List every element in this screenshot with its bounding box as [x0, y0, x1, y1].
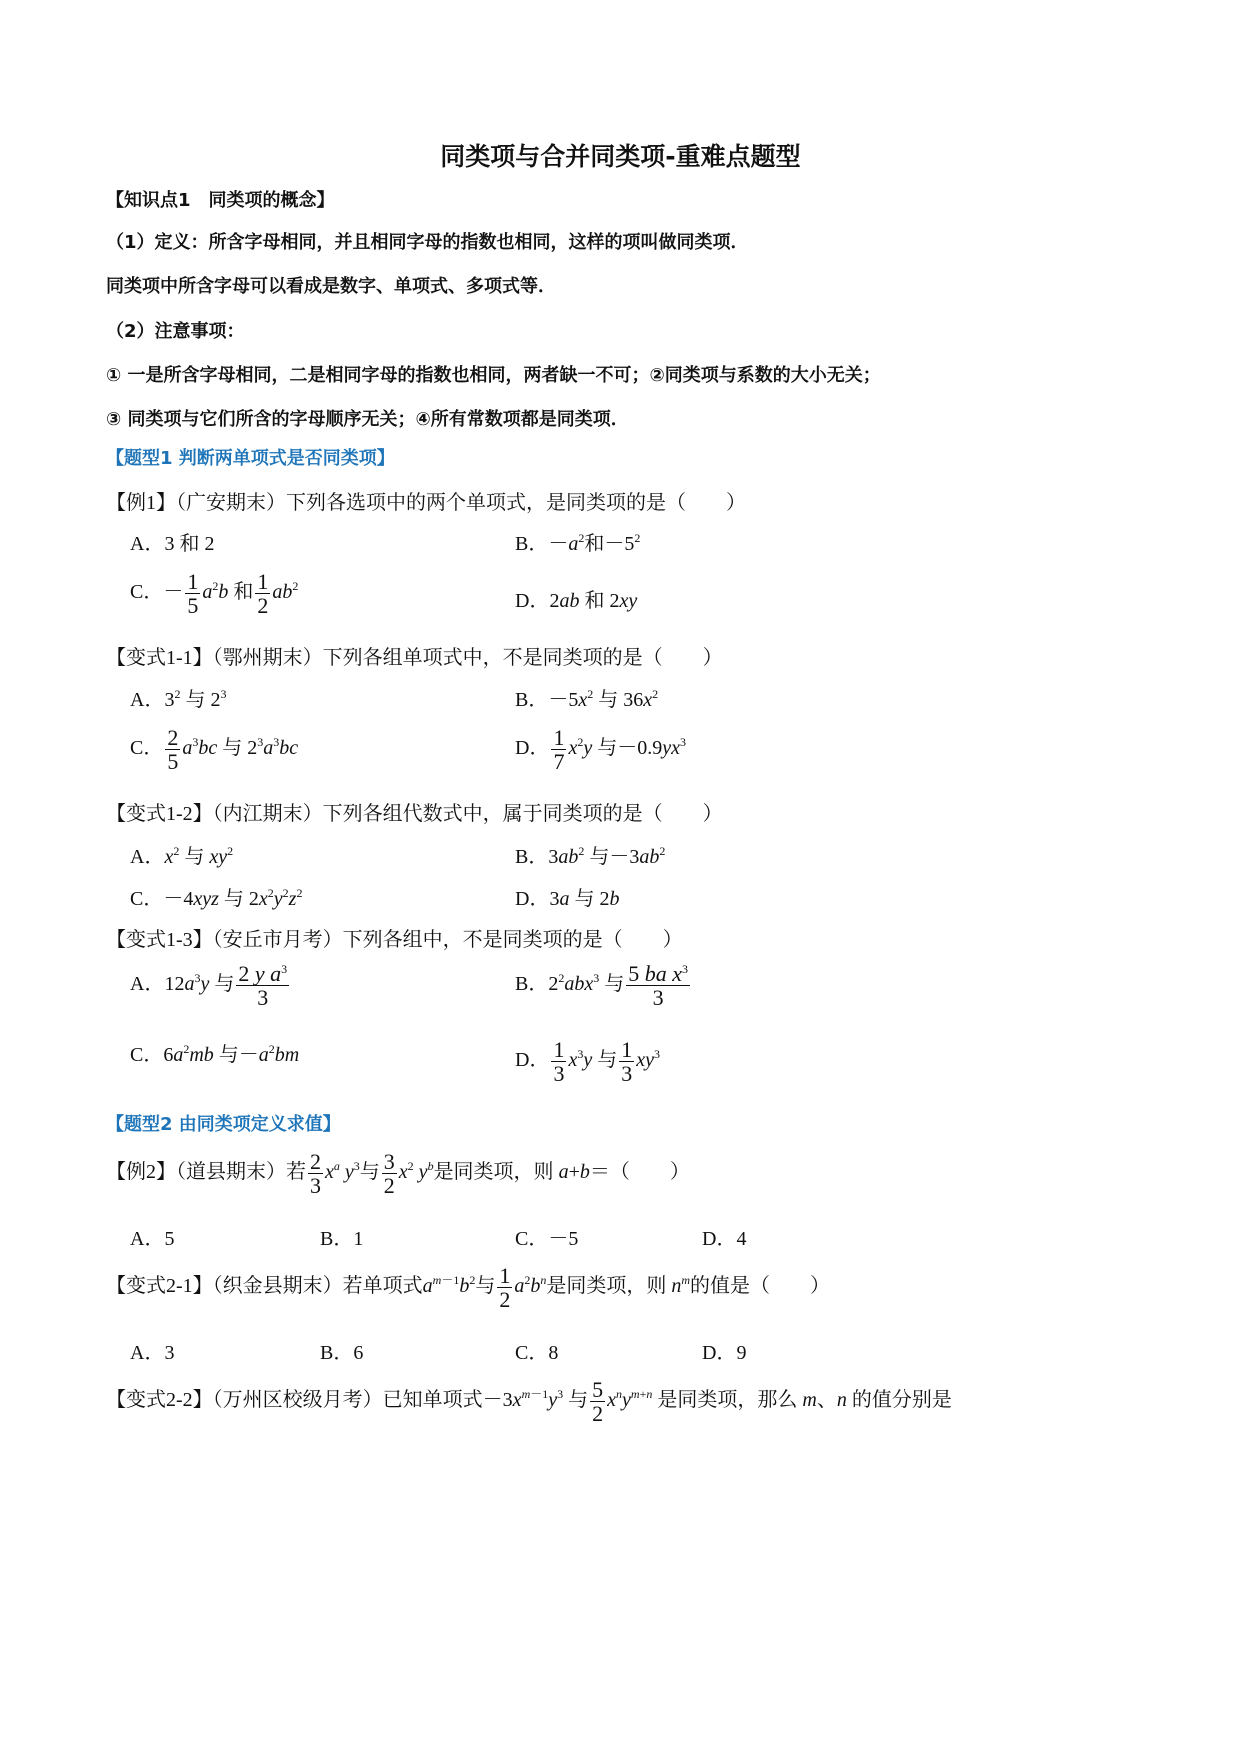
v13-option-b: B．$2^2abx^3$ 与 $\frac{5 ba x^3}{3}$ [515, 961, 688, 1011]
knowledge-line-1: （1）定义：所含字母相同，并且相同字母的指数也相同，这样的项叫做同类项． [106, 232, 749, 253]
ex2-option-c: C．－5 [515, 1228, 579, 1250]
example-1-question: 【例1】（广安期末）下列各选项中的两个单项式，是同类项的是（ ） [106, 492, 746, 514]
v13-option-c: C．$6a^2mb$ 与$-a^2bm$ [130, 1042, 300, 1066]
page-title: 同类项与合并同类项-重难点题型 [440, 142, 801, 171]
variant-1-2-question: 【变式1-2】（内江期末）下列各组代数式中，属于同类项的是（ ） [106, 803, 723, 825]
v12-option-a: A．$x^2$ 与 $xy^2$ [130, 844, 234, 868]
v11-option-c: C． $\frac{2}{5}$ $a^3bc$ 与 $2^3a^3bc$ [130, 725, 299, 775]
knowledge-line-4: ① 一是所含字母相同，二是相同字母的指数也相同，两者缺一不可；②同类项与系数的大小无关； [106, 365, 881, 386]
ex2-option-d: D．4 [702, 1228, 747, 1250]
variant-1-3-question: 【变式1-3】（安丘市月考）下列各组中，不是同类项的是（ ） [106, 929, 683, 951]
knowledge-line-5: ③ 同类项与它们所含的字母顺序无关；④所有常数项都是同类项． [106, 409, 629, 430]
v12-option-d: D．3a 与 2b [515, 888, 620, 910]
v21-option-b: B．6 [320, 1342, 364, 1364]
v21-option-c: C．8 [515, 1342, 559, 1364]
v12-option-c: C．－4xyz 与 $2x^2y^2z^2$ [130, 886, 303, 910]
knowledge-line-2: 同类项中所含字母可以看成是数字、单项式、多项式等． [106, 276, 556, 297]
type1-heading: 【题型1 判断两单项式是否同类项】 [106, 448, 395, 469]
variant-1-1-question: 【变式1-1】（鄂州期末）下列各组单项式中，不是同类项的是（ ） [106, 647, 723, 669]
ex1-option-a: A．3 和 2 [130, 533, 215, 555]
v21-option-d: D．9 [702, 1342, 747, 1364]
ex1-option-c: C．－ $\frac{1}{5}$ $a^2b$ 和 $\frac{1}{2}$ $ab^2$ [130, 569, 299, 619]
v13-option-a: A．$12a^3y$ 与 $\frac{2 y a^3}{3}$ [130, 961, 288, 1011]
v13-option-d: D． $\frac{1}{3}$ $x^3y$ 与 $\frac{1}{3}$ $xy^3$ [515, 1037, 660, 1087]
v11-option-a: A．$3^2$ 与 $2^3$ [130, 687, 227, 711]
variant-2-2-question: 【变式2-2】（万州区校级月考）已知单项式$-3x^{m-1}y^3$ 与 $\frac{5}{2}$ $x^ny^{m+n}$ 是同类项，那么 m、n 的值分别是 [106, 1377, 952, 1427]
ex2-option-a: A．5 [130, 1228, 175, 1250]
example-2-question: 【例2】（道县期末）若 $\frac{2}{3}$ $x^a$ $y^3$与 $\frac{3}{2}$ $x^2$ $y^b$是同类项，则 a+b＝（ ） [106, 1149, 690, 1199]
knowledge-line-3: （2）注意事项： [106, 321, 245, 342]
v21-option-a: A．3 [130, 1342, 175, 1364]
v12-option-b: B．$3ab^2$ 与$-3ab^2$ [515, 844, 666, 868]
type2-heading: 【题型2 由同类项定义求值】 [106, 1114, 341, 1135]
v11-option-d: D． $\frac{1}{7}$ $x^2y$ 与$-0.9yx^3$ [515, 725, 686, 775]
ex1-option-d: D．2ab 和 2xy [515, 590, 638, 612]
ex2-option-b: B．1 [320, 1228, 364, 1250]
v11-option-b: B．$-5x^2$ 与 $36x^2$ [515, 687, 659, 711]
variant-2-1-question: 【变式2-1】（织金县期末）若单项式$a^{m-1}b^2$与 $\frac{1}{2}$ $a^2b^n$是同类项，则 $n^m$的值是（ ） [106, 1263, 831, 1313]
ex1-option-b: B．$-a^2$和$-5^2$ [515, 531, 641, 555]
knowledge-heading: 【知识点1 同类项的概念】 [106, 190, 335, 211]
